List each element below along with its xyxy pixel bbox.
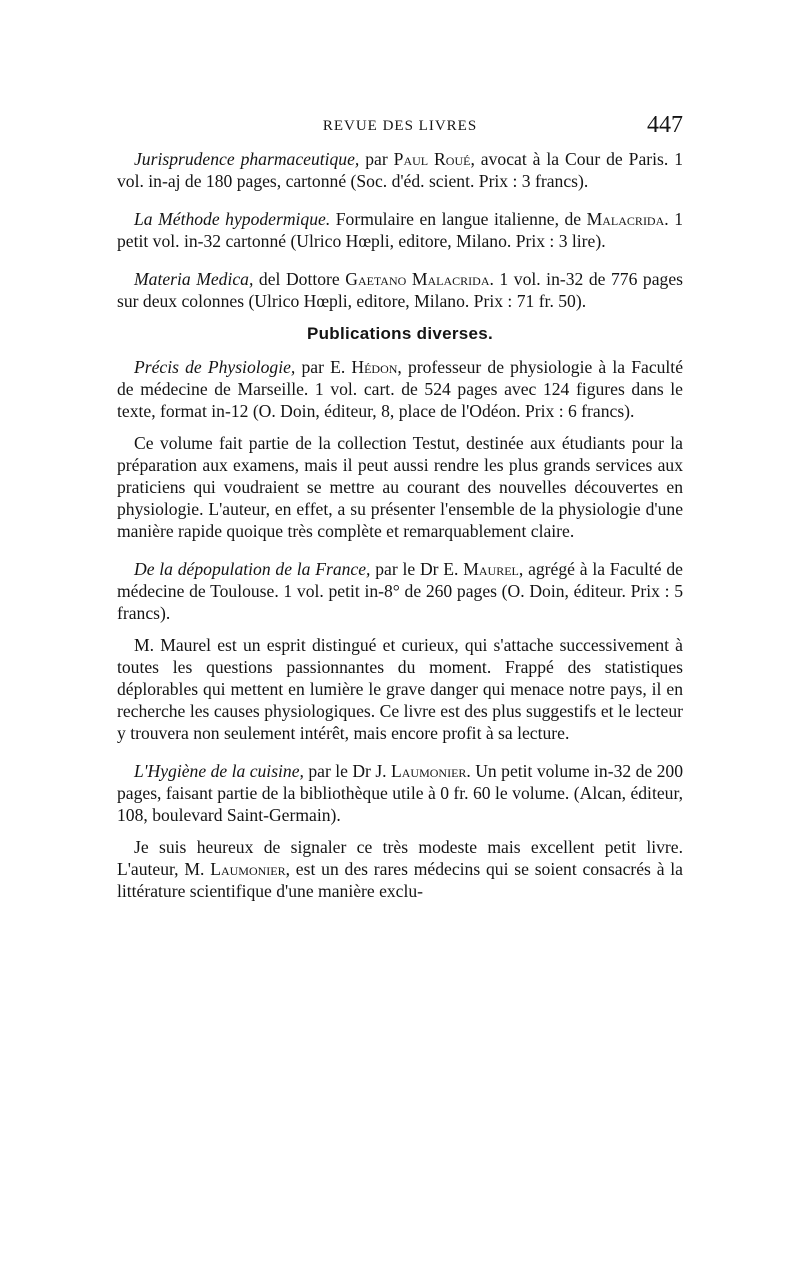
- book-entry: [117, 558, 683, 624]
- book-title: Materia Medica,: [134, 269, 254, 289]
- book-page: [117, 108, 683, 902]
- book-title: De la dépopulation de la France,: [134, 559, 371, 579]
- book-entry: [117, 268, 683, 312]
- section-heading: Publications diverses.: [306, 324, 494, 343]
- author-name: Maurel,: [463, 559, 524, 579]
- entry-text: par E.: [295, 357, 352, 377]
- entry-text: par le Dr J.: [303, 761, 391, 781]
- entry-text: avocat à la Cour de Paris. 1 vol. in-aj de 180 pages, cartonné (Soc. d'éd. scient. Prix : 3 francs).: [117, 149, 683, 191]
- page-number: 447: [647, 112, 683, 138]
- entry-text: Un petit volume in-32 de 200 pages, faisant partie de la bibliothèque utile à 0 fr. 60 le volume. (Alcan, éditeur, 108, boulevard Saint-Germain).: [117, 761, 683, 825]
- author-name: Paul Roué,: [393, 149, 475, 169]
- review-paragraph: M. Maurel est un esprit distingué et curieux, qui s'attache successivement à toutes les questions passionnantes du moment. Frappé des statistiques déplorables qui mettent en lumière le grave danger qui menace notre pays, il en recherche les causes physiologiques. Ce livre est des plus suggestifs et le lecteur y trouvera non seulement intérêt, mais encore profit à sa lecture.: [117, 635, 683, 743]
- author-name: Laumonier.: [391, 761, 471, 781]
- book-title: Jurisprudence pharmaceutique,: [134, 149, 360, 169]
- entry-text: par le Dr E.: [370, 559, 464, 579]
- running-title: REVUE DES LIVRES: [322, 118, 478, 134]
- author-name: Malacrida.: [586, 209, 669, 229]
- book-title: La Méthode hypodermique.: [134, 209, 331, 229]
- entry-text: 1 petit vol. in-32 cartonné (Ulrico Hœpli, editore, Milano. Prix : 3 lire).: [117, 209, 683, 251]
- entry-text: Formulaire en langue italienne, de: [330, 209, 587, 229]
- entry-text: agrégé à la Faculté de médecine de Toulouse. 1 vol. petit in-8° de 260 pages (O. Doin, éditeur. Prix : 5 francs).: [117, 559, 683, 623]
- author-name: Hédon,: [351, 357, 402, 377]
- book-entry: [117, 208, 683, 252]
- review-paragraph: Ce volume fait partie de la collection Testut, destinée aux étudiants pour la préparation aux examens, mais il peut aussi rendre les plus grands services aux praticiens qui voudraient se mettre au courant des nouvelles découvertes en physiologie. L'auteur, en effet, a su présenter l'ensemble de la physiologie d'une manière rapide quoique très complète et remarquablement claire.: [117, 433, 683, 541]
- author-name: Laumonier,: [210, 859, 291, 879]
- entry-text: del Dottore: [253, 269, 346, 289]
- review-text: est un des rares médecins qui se soient consacrés à la littérature scientifique d'une manière exclu-: [117, 859, 683, 901]
- book-title: Précis de Physiologie,: [134, 357, 296, 377]
- entry-text: professeur de physiologie à la Faculté de médecine de Marseille. 1 vol. cart. de 524 pages avec 124 figures dans le texte, format in-12 (O. Doin, éditeur, 8, place de l'Odéon. Prix : 6 francs).: [117, 357, 684, 421]
- review-text: Je suis heureux de signaler ce très modeste mais excellent petit livre. L'auteur, M.: [117, 837, 683, 879]
- book-entry: [117, 356, 683, 422]
- book-entry: [117, 760, 683, 826]
- book-entry: [117, 148, 683, 192]
- book-title: L'Hygiène de la cuisine,: [134, 761, 304, 781]
- review-paragraph: [117, 836, 683, 902]
- entry-text: par: [359, 149, 394, 169]
- running-head: [117, 108, 683, 148]
- author-name: Gaetano Malacrida.: [345, 269, 494, 289]
- entry-text: 1 vol. in-32 de 776 pages sur deux colonnes (Ulrico Hœpli, editore, Milano. Prix : 71 fr. 50).: [117, 269, 683, 311]
